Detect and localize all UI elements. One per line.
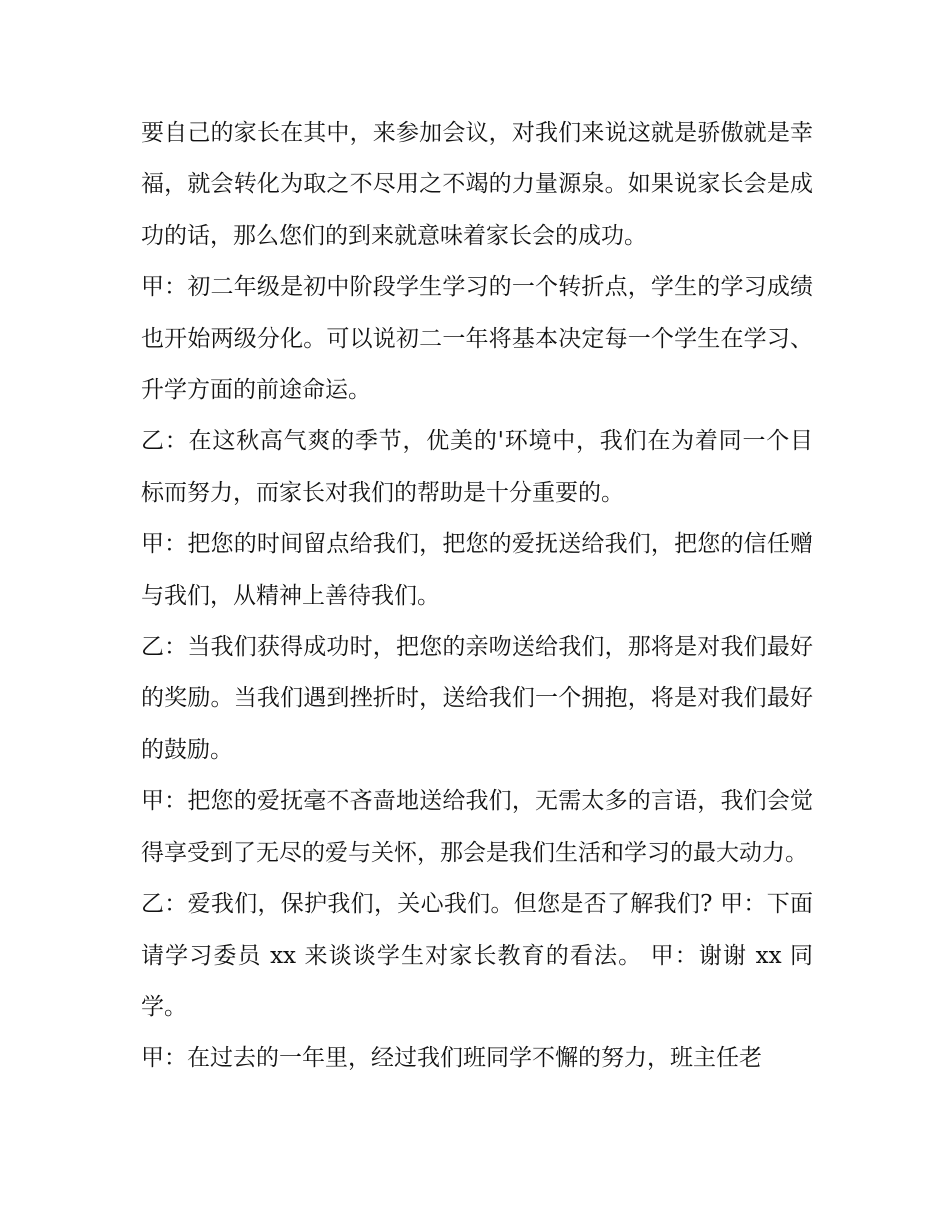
paragraph-7: 乙：爱我们，保护我们，关心我们。但您是否了解我们? 甲：下面请学习委员 xx 来谈谈学生对家长教育的看法。 甲：谢谢 xx 同学。 <box>141 891 813 1020</box>
paragraph-6: 甲：把您的爱抚毫不吝啬地送给我们，无需太多的言语，我们会觉得享受到了无尽的爱与关怀，那会是我们生活和学习的最大动力。 <box>141 788 813 866</box>
paragraph-3: 乙：在这秋高气爽的季节，优美的'环境中，我们在为着同一个目标而努力，而家长对我们的帮助是十分重要的。 <box>141 428 813 506</box>
paragraph-8: 甲：在过去的一年里，经过我们班同学不懈的努力，班主任老 <box>141 1045 762 1072</box>
paragraph-2: 甲：初二年级是初中阶段学生学习的一个转折点，学生的学习成绩也开始两级分化。可以说初二一年将基本决定每一个学生在学习、升学方面的前途命运。 <box>141 274 813 404</box>
paragraph-1: 要自己的家长在其中，来参加会议，对我们来说这就是骄傲就是幸福，就会转化为取之不尽用之不竭的力量源泉。如果说家长会是成功的话，那么您们的到来就意味着家长会的成功。 <box>141 120 813 249</box>
paragraph-4: 甲：把您的时间留点给我们，把您的爱抚送给我们，把您的信任赠与我们，从精神上善待我们。 <box>141 531 813 609</box>
paragraph-5: 乙：当我们获得成功时，把您的亲吻送给我们，那将是对我们最好的奖励。当我们遇到挫折时，送给我们一个拥抱，将是对我们最好的鼓励。 <box>141 634 813 763</box>
document-body <box>141 108 813 1085</box>
